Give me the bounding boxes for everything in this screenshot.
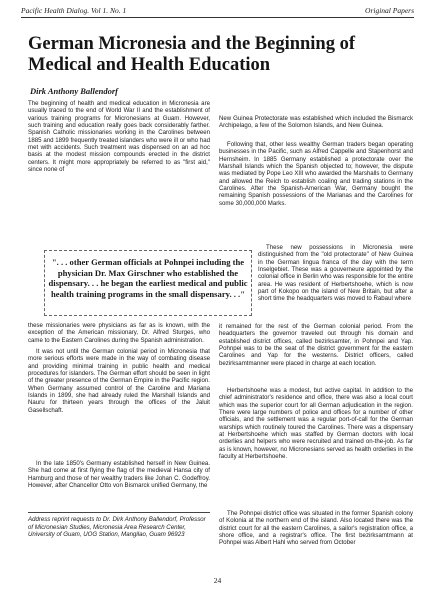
body-paragraph-1: The beginning of health and medical education in Micronesia are usually traced to the end of World War II and the establishment of various training programs for Micronesians at Guam. However, such training and education really goes back considerably farther. Spanish Catholic missionaries working in the Carolines between 1885 and 1899 frequently treated islanders who were ill or who had met with accidents. Such treatment was dispensed on an ad hoc basis at the modest mission compounds erected in the district centers. It might more appropriately be referred to as "first aid," since none of <box>28 100 210 174</box>
body-paragraph-3-right-continued: it remained for the rest of the German colonial period. From the headquarters the governor traveled out through his domain and established district offices, called bezirksamter, in Pohnpei and Yap. Pohnpei was to be the seat of the district government for the eastern Carolines and Yap for the westerns. District officers, called bezirksamtmanner were placed in charge at each location. <box>219 323 413 367</box>
body-paragraph-1-end: these missionaries were physicians as far as is known, with the exception of the American missionary, Dr. Alfred Sturges, who came to the Eastern Carolines during the Spanish administration. <box>28 322 210 344</box>
body-paragraph-3-right: These new possessions in Micronesia were distinguished from the "old protectorate" of New Guinea in the German lingua franca of the day with the term Inselgebiet. These was a gouverneure appointed by the colonial office in Berlin who was responsible for the entire area. He was resident of Herbertshoehe, which is now part of Kokopo on the island of New Britain, but after a short time the headquarters was moved to Rabaul where <box>258 244 413 303</box>
author-name: Dirk Anthony Ballendorf <box>30 86 119 96</box>
reprint-address: Address reprint requests to Dr. Dirk Anthony Ballendorf, Professor of Micronesian Studies, Micronesia Area Research Center, University of Guam, UOG Station, Mangilao, Guam 96923 <box>28 516 206 539</box>
page-number: 24 <box>213 576 222 585</box>
body-paragraph-3: In the late 1850's Germany established herself in New Guinea. She had come at first flying the flag of the medieval Hansa city of Hamburg and those of her wealthy traders like Johan C. Godeffroy. However, after Chancellor Otto von Bismarck unified Germany, the <box>28 460 210 490</box>
body-paragraph-1-continued: New Guinea Protectorate was established which included the Bismarck Archipelago, a few of the Solomon Islands, and New Guinea. <box>219 115 413 130</box>
journal-name: Pacific Health Dialog. Vol 1. No. 1 <box>21 6 127 15</box>
body-paragraph-2-right: Following that, other less wealthy German traders began operating businesses in the Pacific, such as Alfred Cappelle and Stapenhorst and Hernsheim. In 1885 Germany established a protectorate over the Marshall Islands which the Spanish objected to; however, the dispute was mediated by Pope Leo XIII who awarded the Marshalls to Germany and allowed the Reich to establish coaling and trading stations in the Carolines. After the Spanish-American War, Germany bought the remaining Spanish possessions of the Marianas and the Carolines for some 30,000,000 Marks. <box>219 141 413 207</box>
address-rule <box>28 512 210 513</box>
header-rule <box>21 17 414 18</box>
article-title: German Micronesia and the Beginning of Medical and Health Education <box>28 34 356 75</box>
body-paragraph-5-right: The Pohnpei district office was situated in the former Spanish colony of Kolonia at the northern end of the island. Also located there was the district court for all the eastern Carolines, a sailor's registration office, a shore office, and a registrar's office. The first bezirksamtmann at Pohnpei was Albert Hahl who served from October <box>219 510 413 547</box>
body-paragraph-4-right: Herbertshoehe was a modest, but active capital. In addition to the chief administrator's residence and office, there was also a local court which was the superior court for all German adjudication in the region. There were large numbers of police and offices for a number of other officials, and the settlement was a regular port-of-call for the German warships which routinely toured the Carolines. There was a dispensary at Herbertshoehe which was staffed by German doctors with local orderlies and helpers who were recruited and trained on-the-job. As far as is known, however, no Micronesians served as health orderlies in the faculty at Herbertshoehe. <box>219 387 413 461</box>
pull-quote: ". . . other German officials at Pohnpei including the physician Dr. Max Girschner who established the dispensary. . . he began the earliest medical and public health training programs in the small dispensary. . ." <box>48 257 248 299</box>
body-paragraph-2: It was not until the German colonial period in Micronesia that more serious efforts were made in the way of combating disease and providing minimal training in public health and medical procedures for islanders. The German effort should be seen in light of the greater presence of the German Empire in the Pacific region. When Germany assumed control of the Caroline and Mariana Islands in 1899, she had already ruled the Marshall Islands and Nauru for thirteen years through the offices of the Jaluit Gasellschaft. <box>28 348 210 414</box>
section-name: Original Papers <box>365 6 414 15</box>
